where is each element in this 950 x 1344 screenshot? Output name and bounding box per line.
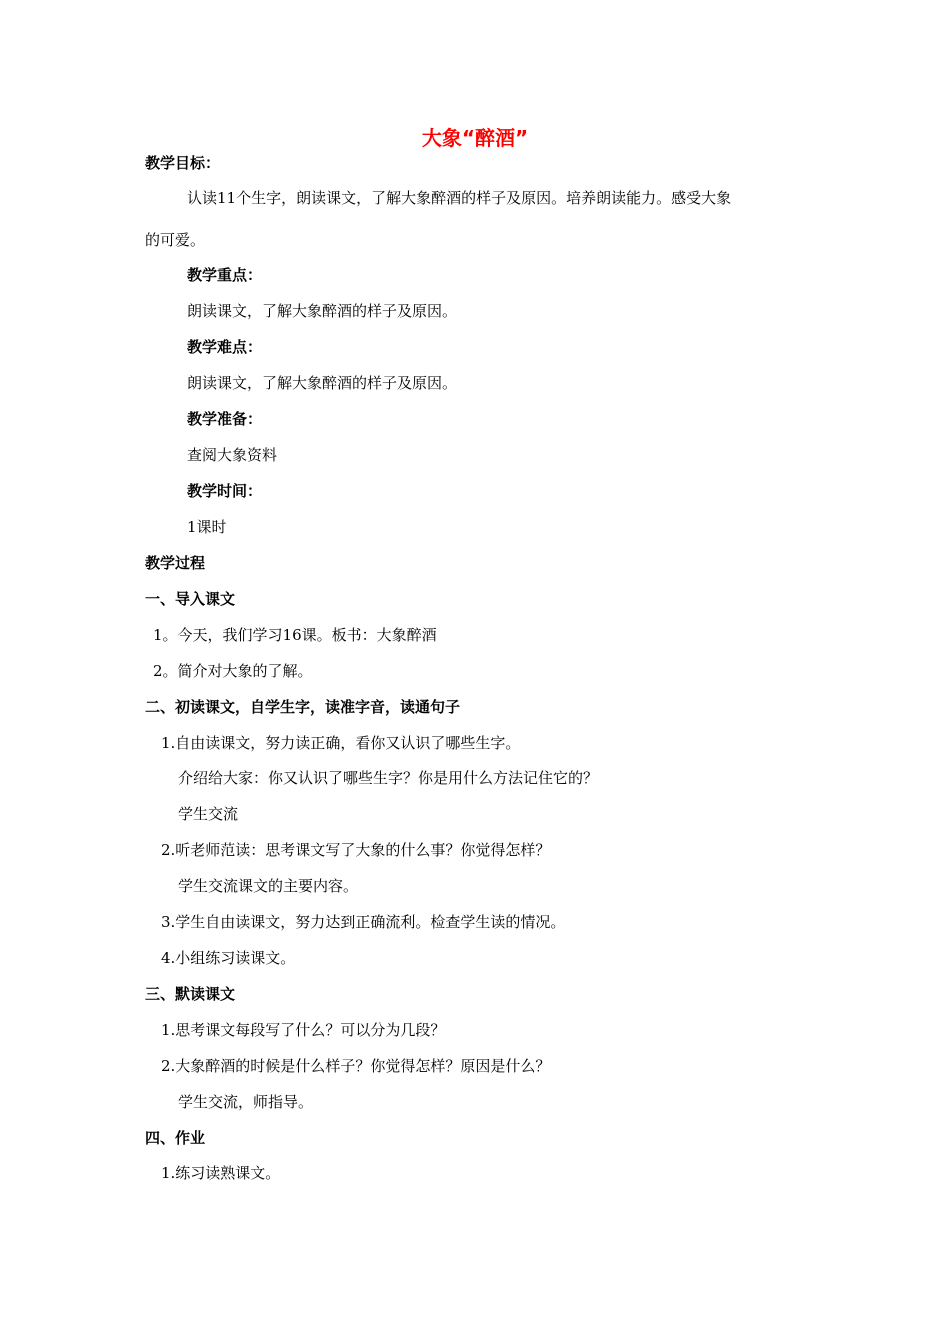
- list-item: 1.练习读熟课文。: [161, 1164, 281, 1182]
- list-item: 2。简介对大象的了解。: [153, 662, 313, 680]
- section-heading: 四、作业: [145, 1129, 206, 1147]
- time-text: 1课时: [187, 518, 227, 536]
- difficulties-text: 朗读课文，了解大象醉酒的样子及原因。: [187, 374, 458, 392]
- time-heading: 教学时间：: [187, 482, 263, 500]
- list-item: 学生交流: [178, 805, 239, 823]
- list-item: 1.思考课文每段写了什么？可以分为几段？: [161, 1021, 446, 1039]
- list-item: 4.小组练习读课文。: [161, 949, 296, 967]
- process-heading: 教学过程: [145, 554, 206, 572]
- list-item: 3.学生自由读课文，努力达到正确流利。检查学生读的情况。: [161, 913, 566, 931]
- list-item: 学生交流课文的主要内容。: [178, 877, 359, 895]
- section-heading: 三、默读课文: [145, 985, 236, 1003]
- list-item: 学生交流，师指导。: [178, 1093, 314, 1111]
- key-points-heading: 教学重点：: [187, 266, 263, 284]
- list-item: 介绍给大家：你又认识了哪些生字？你是用什么方法记住它的？: [178, 769, 599, 787]
- list-item: 1.自由读课文，努力读正确，看你又认识了哪些生字。: [161, 734, 521, 752]
- list-item: 1。今天，我们学习16课。板书：大象醉酒: [153, 626, 437, 644]
- list-item: 2.大象醉酒的时候是什么样子？你觉得怎样？原因是什么？: [161, 1057, 551, 1075]
- section-heading: 二、初读课文，自学生字，读准字音，读通句子: [145, 698, 461, 716]
- difficulties-heading: 教学难点：: [187, 338, 263, 356]
- document-title: 大象“醉酒”: [421, 126, 529, 150]
- preparation-heading: 教学准备：: [187, 410, 263, 428]
- objectives-text-line-1: 认读11个生字，朗读课文，了解大象醉酒的样子及原因。培养朗读能力。感受大象: [187, 189, 732, 207]
- objectives-heading: 教学目标：: [145, 154, 221, 172]
- list-item: 2.听老师范读：思考课文写了大象的什么事？你觉得怎样？: [161, 841, 551, 859]
- section-heading: 一、导入课文: [145, 590, 236, 608]
- preparation-text: 查阅大象资料: [187, 446, 278, 464]
- objectives-text-line-2: 的可爱。: [145, 231, 206, 249]
- key-points-text: 朗读课文，了解大象醉酒的样子及原因。: [187, 302, 458, 320]
